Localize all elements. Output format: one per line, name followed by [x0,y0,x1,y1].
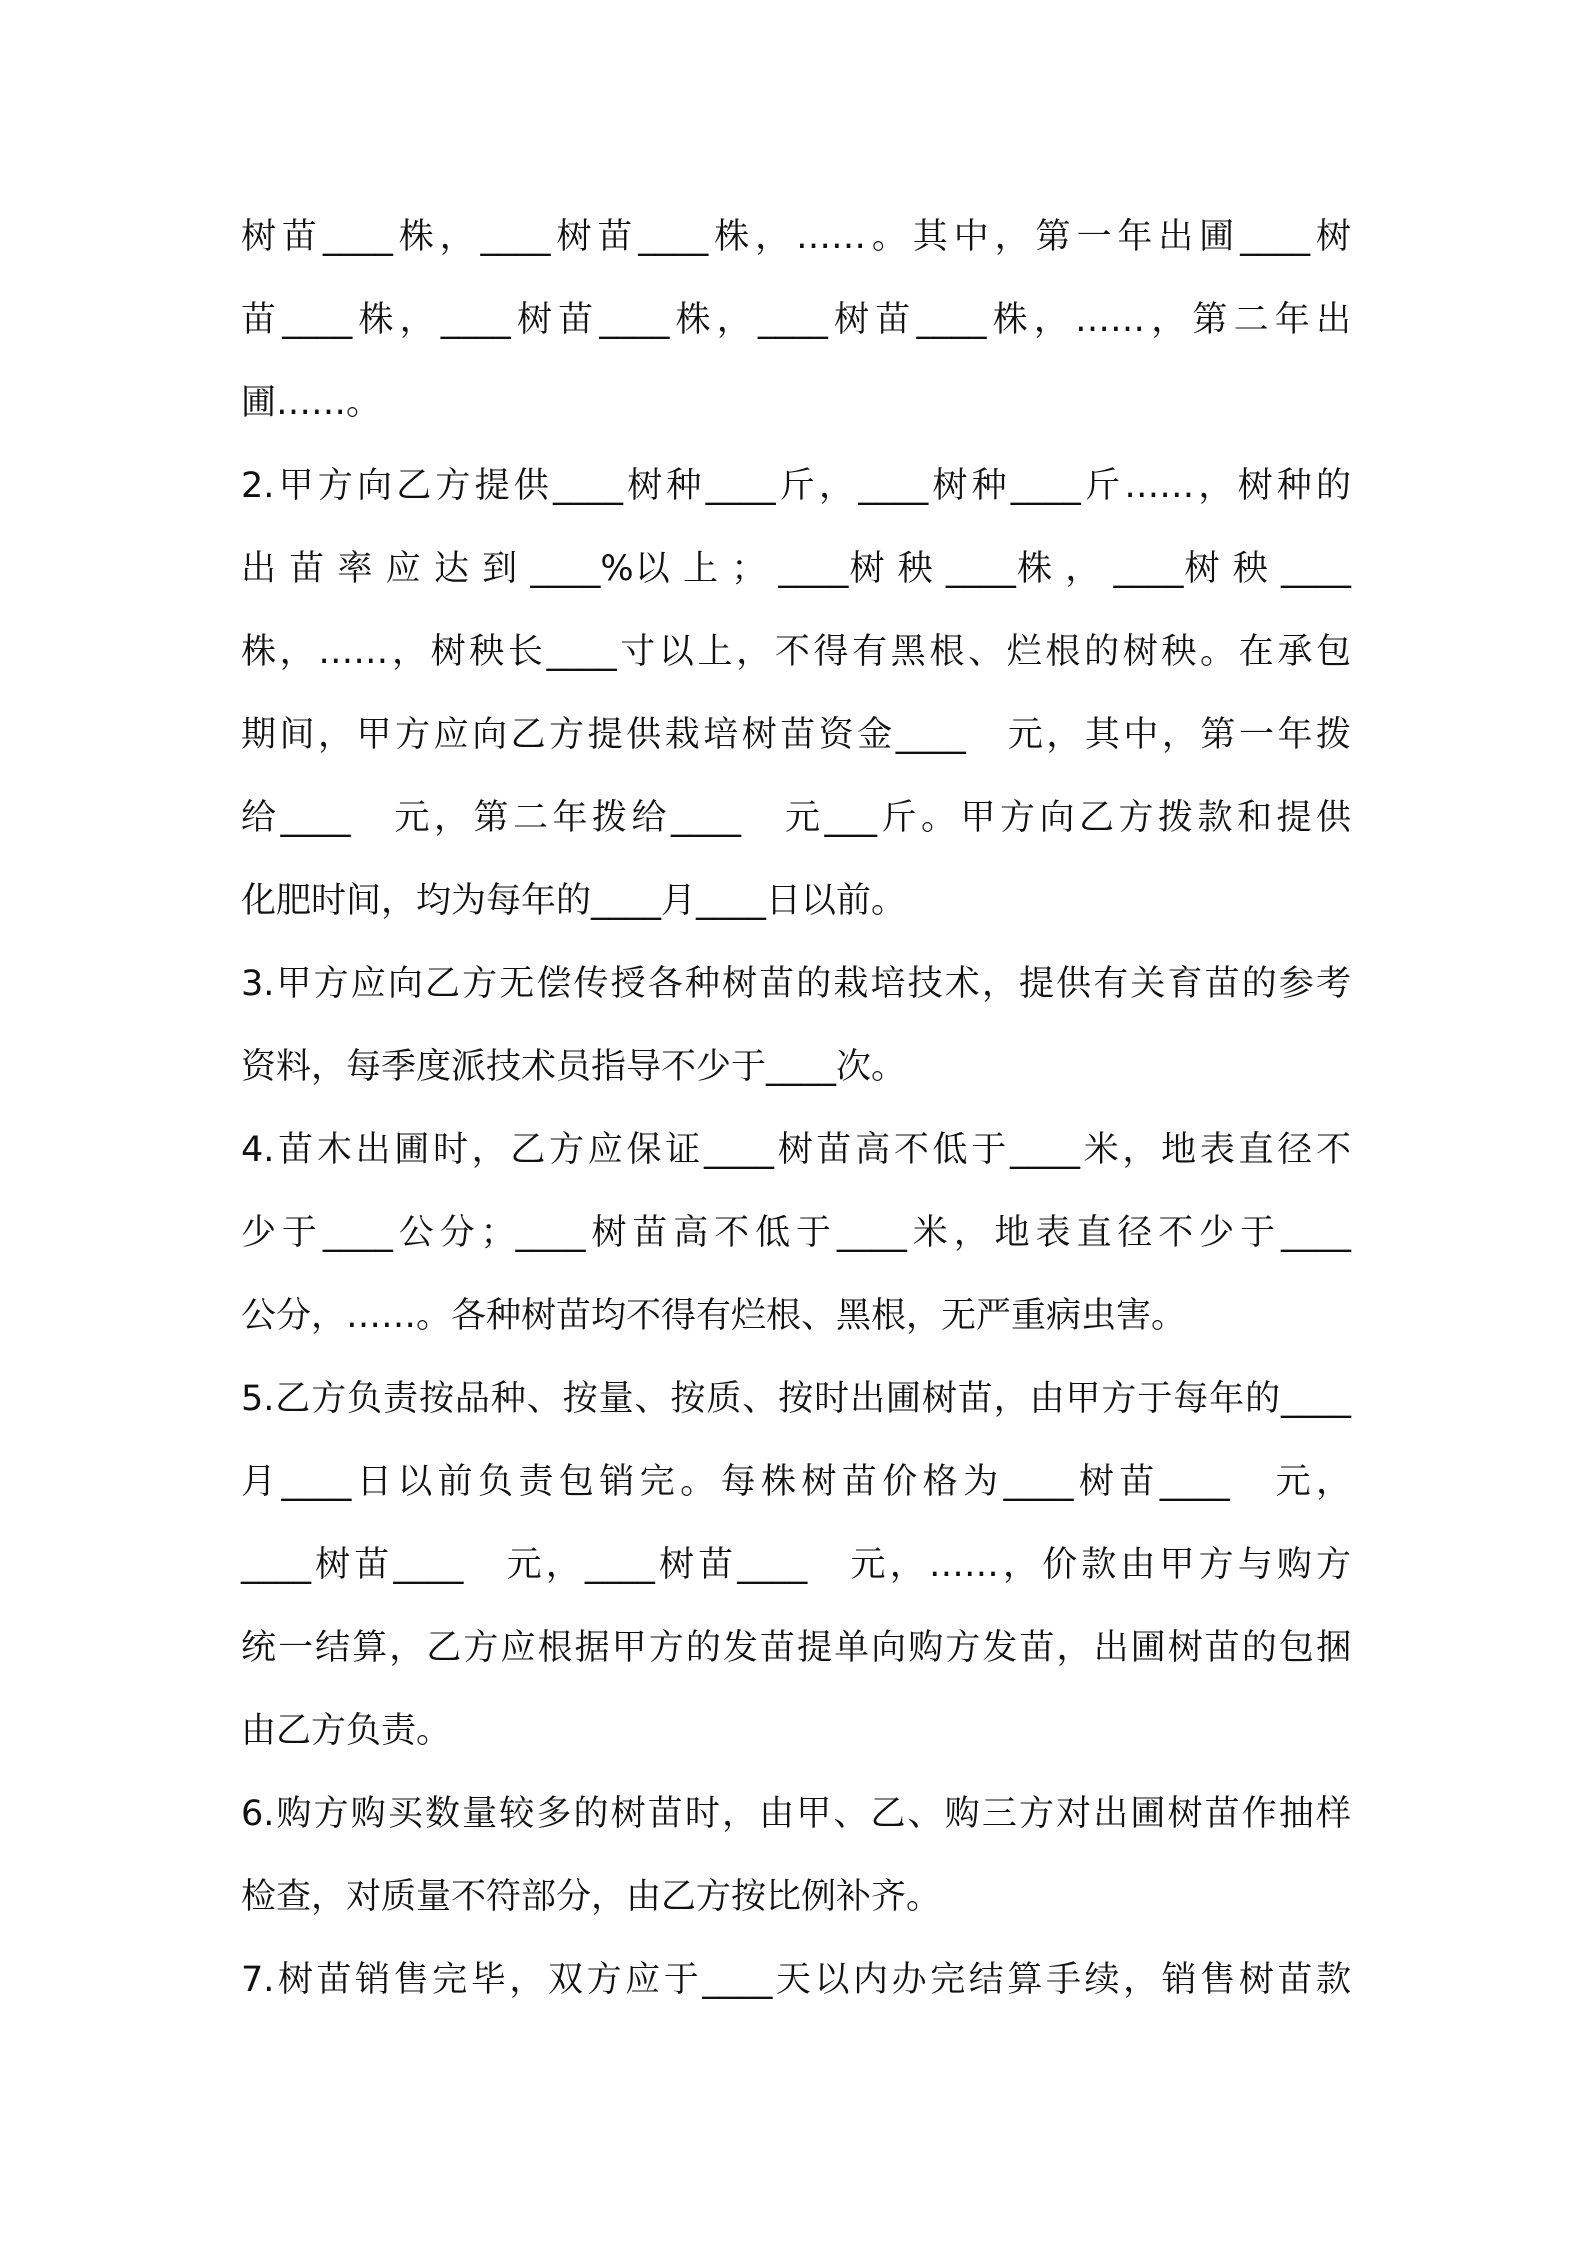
text-line-5: 出 苗 率 应 达 到 ____%以 上 ； ____树 秧 ____株 ， ____树 秧 ____ [241,549,1351,589]
text-line-2: 苗____株，____树苗____株，____树苗____株，……，第二年出 [241,300,1351,340]
document-page [241,196,1351,2022]
text-line-20: 6.购方购买数量较多的树苗时，由甲、乙、购三方对出圃树苗作抽样 [241,1794,1351,1834]
text-line-13: 少于____公分；____树苗高不低于____米，地表直径不少于____ [241,1213,1351,1253]
text-line-15: 5.乙方负责按品种、按量、按质、按时出圃树苗，由甲方于每年的____ [241,1379,1351,1419]
text-line-18: 统一结算，乙方应根据甲方的发苗提单向购方发苗，出圃树苗的包捆 [241,1628,1351,1668]
text-line-17: ____树苗____ 元，____树苗____ 元，……，价款由甲方与购方 [241,1545,1351,1585]
text-line-14: 公分，……。各种树苗均不得有烂根、黑根，无严重病虫害。 [241,1296,1187,1336]
text-line-8: 给____ 元，第二年拨给____ 元___斤。甲方向乙方拨款和提供 [241,798,1351,838]
text-line-6: 株，……，树秧长____寸以上，不得有黑根、烂根的树秧。在承包 [241,632,1351,672]
text-line-22: 7.树苗销售完毕，双方应于____天以内办完结算手续，销售树苗款 [241,1960,1351,2000]
text-line-10: 3.甲方应向乙方无偿传授各种树苗的栽培技术，提供有关育苗的参考 [241,964,1351,1004]
text-line-4: 2.甲方向乙方提供____树种____斤，____树种____斤……，树种的 [241,466,1351,506]
text-line-21: 检查，对质量不符部分，由乙方按比例补齐。 [241,1877,942,1917]
text-line-7: 期间，甲方应向乙方提供栽培树苗资金____ 元，其中，第一年拨 [241,715,1351,755]
text-line-1: 树苗____株，____树苗____株，……。其中，第一年出圃____树 [241,217,1351,257]
text-line-19: 由乙方负责。 [241,1711,452,1751]
text-line-16: 月____日以前负责包销完。每株树苗价格为____树苗____ 元， [241,1462,1351,1502]
text-line-12: 4.苗木出圃时，乙方应保证____树苗高不低于____米，地表直径不 [241,1130,1351,1170]
text-line-3: 圃……。 [241,383,382,423]
text-line-9: 化肥时间，均为每年的____月____日以前。 [241,881,907,921]
text-line-11: 资料，每季度派技术员指导不少于____次。 [241,1047,907,1087]
